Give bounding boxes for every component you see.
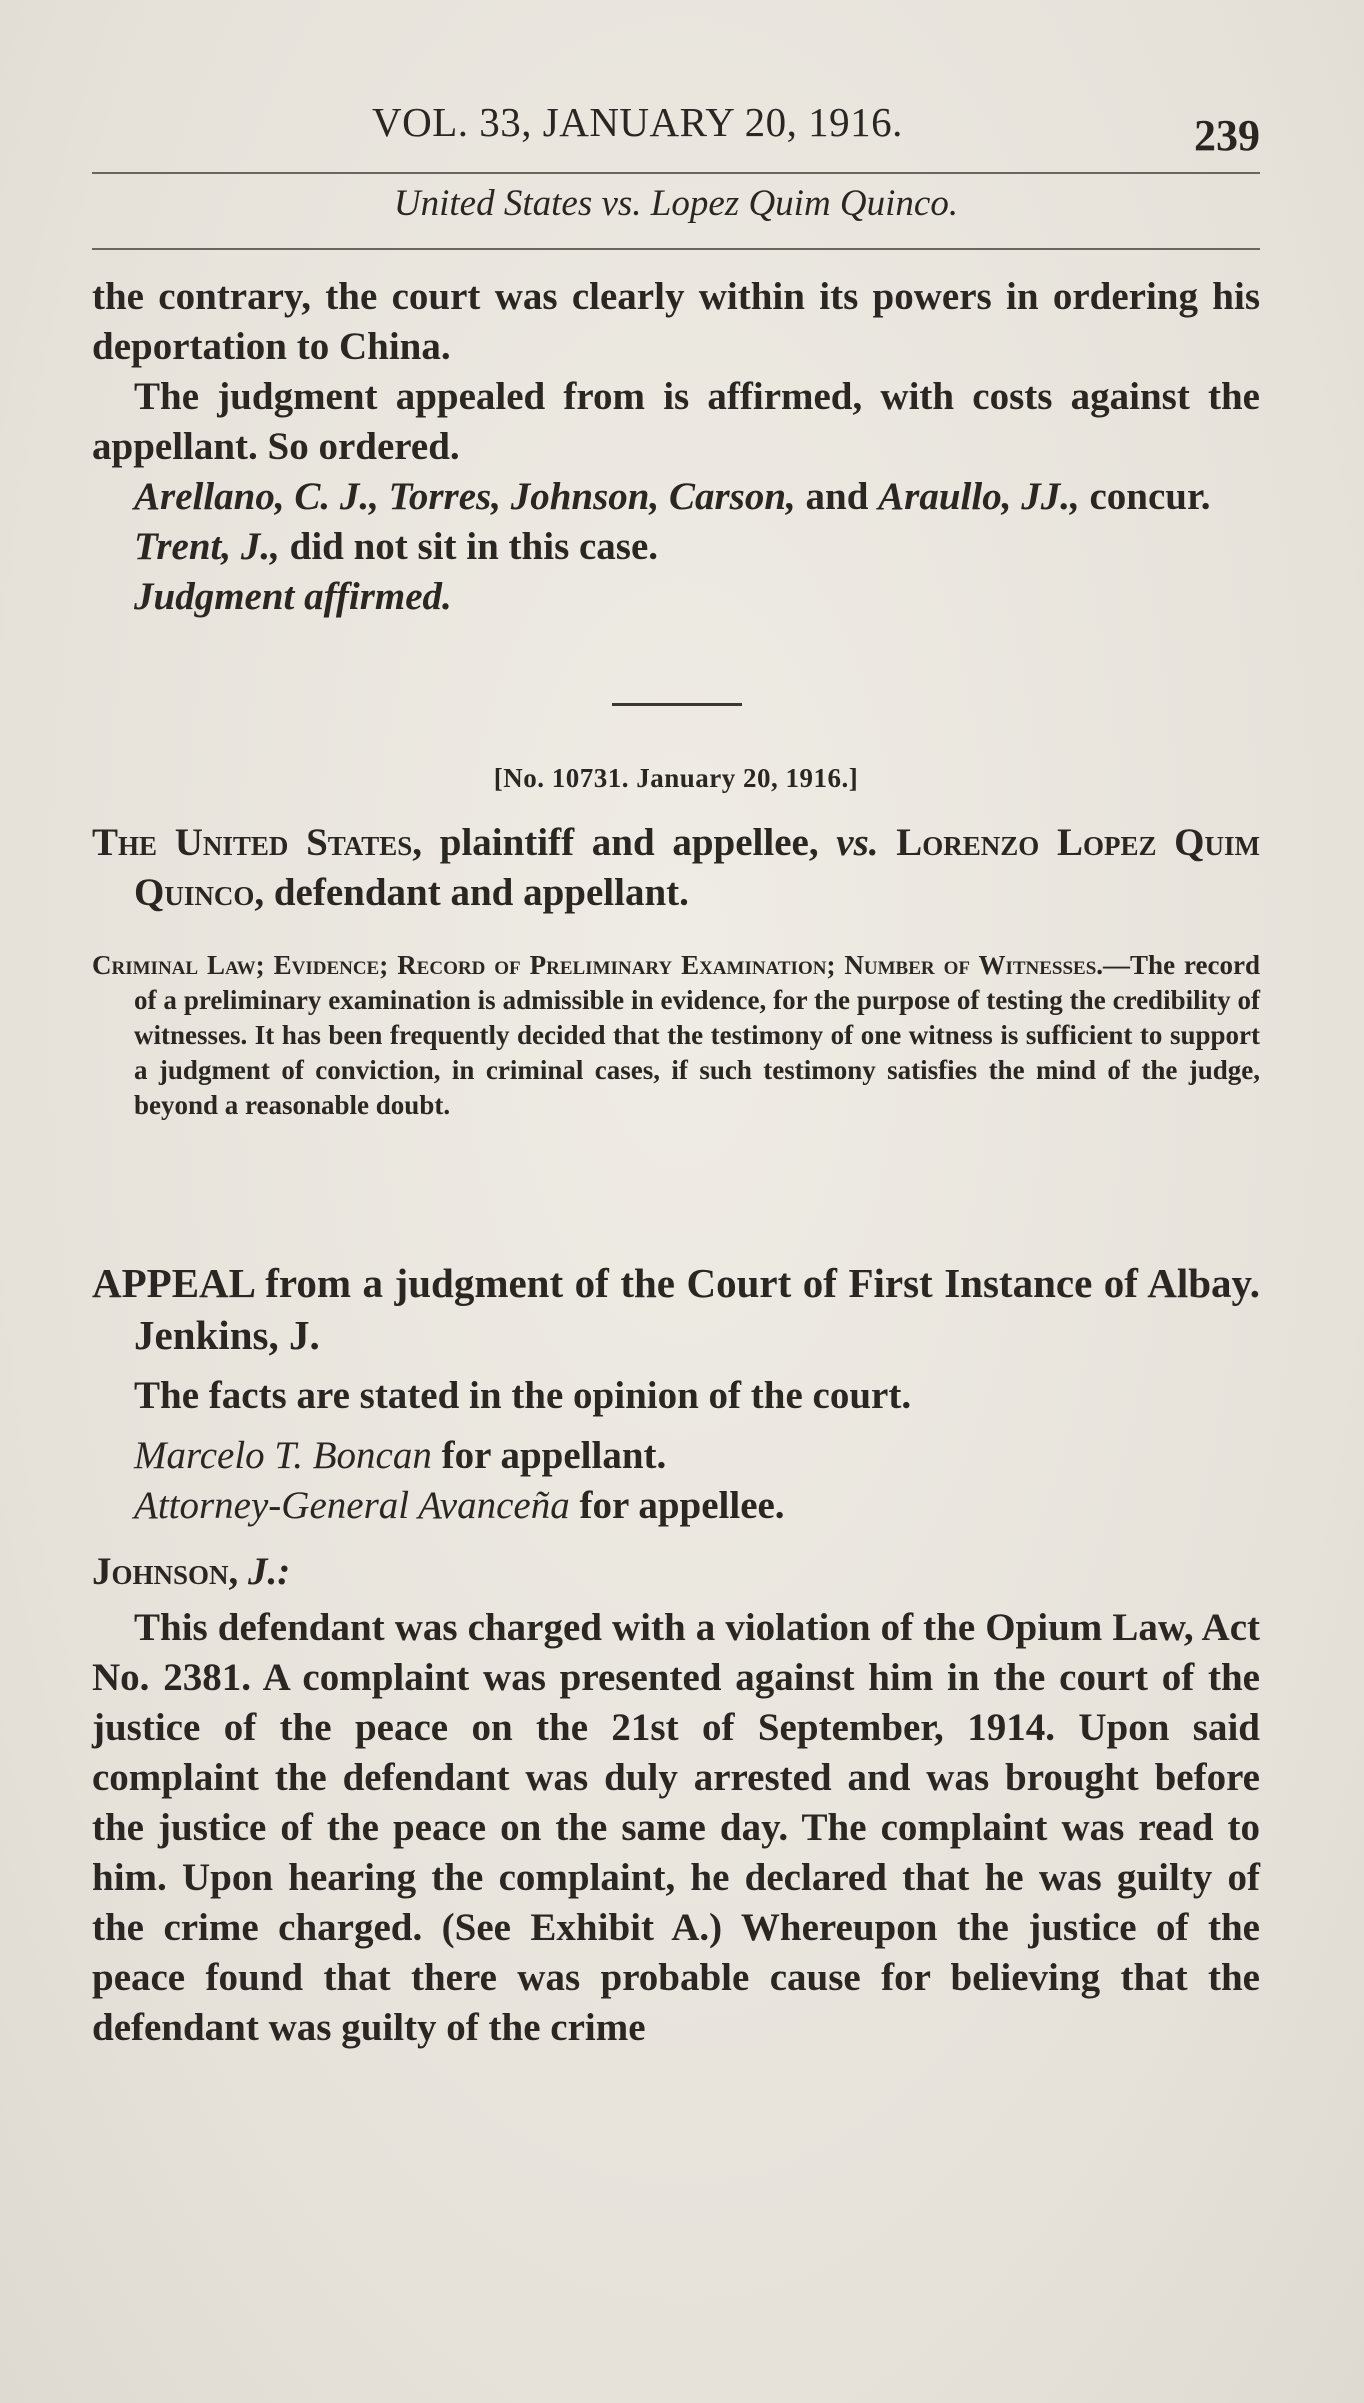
docket-line: [No. 10731. January 20, 1916.] bbox=[493, 763, 859, 793]
author-name: Johnson, bbox=[92, 1550, 239, 1593]
running-header bbox=[92, 92, 1260, 162]
versus: vs. bbox=[836, 821, 879, 864]
concur-names: Arellano, C. J., Torres, Johnson, Carson, bbox=[134, 475, 796, 518]
counsel-appellee-name: Attorney-General Avanceña bbox=[134, 1484, 570, 1527]
headnote-topics: Criminal Law; Evidence; Record of Preliminary Examination; Number of Witnesses. bbox=[92, 950, 1104, 980]
counsel-appellant bbox=[92, 1431, 1260, 1481]
case-caption: United States vs. Lopez Quim Quinco. bbox=[393, 183, 959, 224]
appeal-line: APPEAL from a judgment of the Court of First Instance of Albay. Jenkins, J. bbox=[92, 1260, 1260, 1358]
trent-text: did not sit in this case. bbox=[279, 525, 659, 568]
trent-note bbox=[92, 522, 1260, 572]
result bbox=[92, 572, 1260, 622]
concur-word: concur. bbox=[1079, 475, 1211, 518]
parties bbox=[92, 818, 1260, 918]
headnote bbox=[92, 948, 1260, 1123]
prev-para-2: The judgment appealed from is affirmed, with costs against the appellant. So ordered. bbox=[92, 375, 1260, 468]
headnote-text: —The record of a preliminary examination is admissible in evidence, for the purpose of testing the credibility of witnesses. It has been frequently decided that the testimony of one witness is sufficient to support a judgment of conviction, in criminal cases, if such testimony satisfies the mind of the judge, beyond a reasonable doubt. bbox=[134, 950, 1260, 1120]
header-rule-top bbox=[92, 172, 1260, 174]
party-defendant-role: defendant and appellant. bbox=[264, 871, 689, 914]
author-title: J.: bbox=[238, 1550, 291, 1593]
counsel-appellee bbox=[92, 1481, 1260, 1531]
counsel-appellant-name: Marcelo T. Boncan bbox=[134, 1434, 432, 1477]
counsel-appellant-role: for appellant. bbox=[431, 1434, 667, 1477]
opinion-author bbox=[92, 1547, 1260, 1597]
concurrence bbox=[92, 472, 1260, 522]
party-plaintiff-role: plaintiff and appellee, bbox=[422, 821, 837, 864]
case-separator-rule bbox=[612, 703, 742, 706]
concur-and: and bbox=[795, 475, 879, 518]
opinion-text: This defendant was charged with a violation of the Opium Law, Act No. 2381. A complaint was presented against him in the court of the justice of the peace on the 21st of September, 1914. Upon said complaint the defendant was duly arrested and was brought before the justice of the peace on the same day. The complaint was read to him. Upon hearing the complaint, he declared that he was guilty of the crime charged. (See Exhibit A.) Whereupon the justice of the peace found that there was probable cause for believing that the defendant was guilty of the crime bbox=[92, 1606, 1260, 2049]
trent-name: Trent, J., bbox=[134, 525, 280, 568]
party-plaintiff: The United States, bbox=[92, 821, 423, 864]
concur-last: Araullo, JJ., bbox=[878, 475, 1080, 518]
previous-case bbox=[92, 272, 1260, 622]
page-number: 239 bbox=[1194, 111, 1260, 160]
party-defendant: Lorenzo Lopez Quim Quinco, bbox=[134, 821, 1260, 914]
header-rule-bottom bbox=[92, 248, 1260, 250]
counsel-appellee-role: for appellee. bbox=[569, 1484, 785, 1527]
facts-line: The facts are stated in the opinion of the court. bbox=[134, 1374, 912, 1417]
result-text: Judgment affirmed. bbox=[134, 575, 452, 618]
case-body bbox=[92, 1257, 1260, 2053]
prev-para-1: the contrary, the court was clearly within its powers in ordering his deportation to China. bbox=[92, 275, 1260, 368]
volume-line: VOL. 33, JANUARY 20, 1916. bbox=[372, 99, 903, 145]
